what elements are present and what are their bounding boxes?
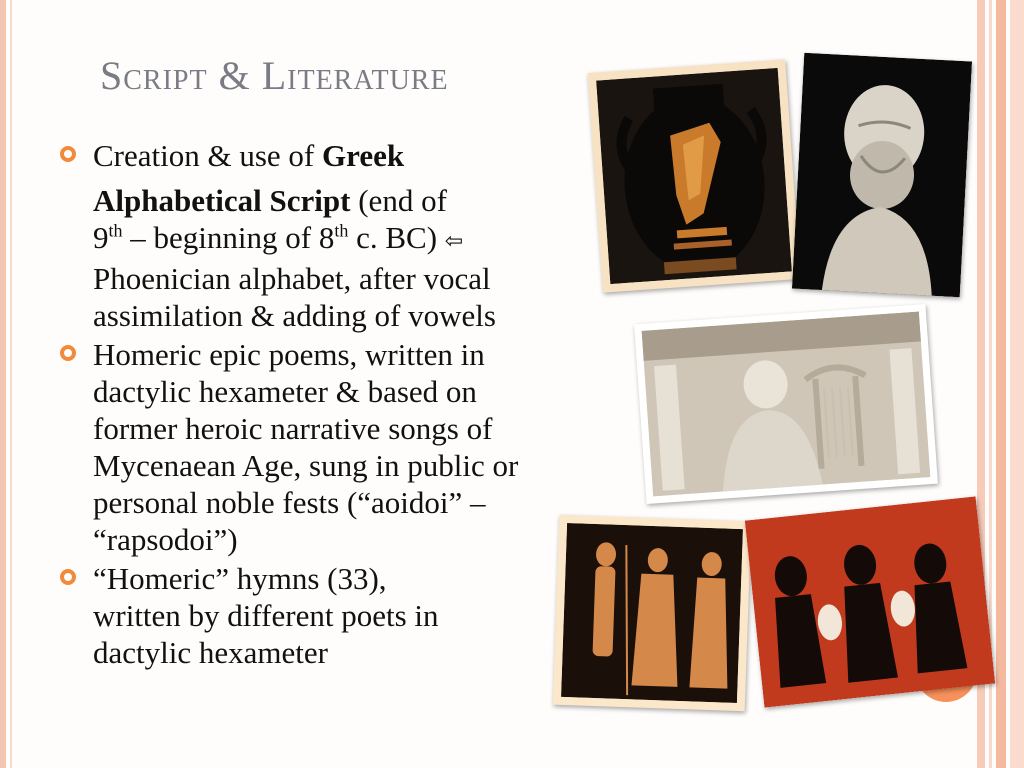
bullet-1-text-c: c. BC) — [348, 220, 445, 255]
bullet-1-text-b: – beginning of 8 — [122, 220, 335, 255]
red-figure-vase-image — [553, 515, 752, 712]
bullet-1-nine: 9 — [93, 220, 109, 255]
bullet-3-line-3: dactylic hexameter — [93, 635, 328, 670]
ring-bullet-icon — [60, 146, 76, 162]
bullet-1-bold-script: Alphabetical Script — [93, 183, 351, 218]
warriors-illustration — [745, 496, 995, 707]
bullet-item-homeric-hymns — [60, 560, 630, 671]
bullet-1-line-4: Phoenician alphabet, after vocal — [93, 261, 491, 296]
bullet-1-line-1 — [93, 137, 630, 174]
lyre-relief-illustration — [642, 312, 931, 497]
left-border-inner-decoration — [10, 0, 12, 768]
bullet-2-line-2: dactylic hexameter & based on — [93, 374, 477, 409]
bullet-1-sup-2: th — [334, 220, 349, 241]
bullet-2-line-4: Mycenaean Age, sung in public or — [93, 448, 519, 483]
black-figure-warriors-image — [745, 496, 995, 707]
ring-bullet-icon — [60, 569, 76, 585]
line-gap — [93, 174, 630, 182]
left-border-decoration — [0, 0, 6, 768]
bullet-item-greek-script — [60, 137, 630, 334]
bullet-item-homeric-epics — [60, 336, 630, 558]
left-arrow-icon: ⇦ — [444, 229, 464, 254]
black-figure-amphora-image — [588, 59, 801, 292]
right-stripe-3 — [996, 0, 1006, 768]
right-stripe-4 — [1010, 0, 1024, 768]
bullet-1-line-5: assimilation & adding of vowels — [93, 298, 496, 333]
bullet-1-line-3 — [93, 219, 630, 260]
bullet-1-prefix: Creation & use of — [93, 138, 323, 173]
bullet-2-line-1: Homeric epic poems, written in — [93, 337, 485, 372]
bullet-1-text-a: (end of — [350, 183, 447, 218]
bullet-1-bold-greek: Greek — [322, 138, 405, 173]
bullet-list — [60, 137, 630, 671]
bullet-1-line-2 — [93, 182, 630, 219]
bullet-2-line-6: “rapsodoi”) — [93, 522, 238, 557]
red-figure-illustration — [561, 523, 743, 703]
bullet-1-sup-1: th — [108, 220, 123, 241]
homer-bust-image — [792, 53, 972, 297]
bullet-2-line-3: former heroic narrative songs of — [93, 411, 493, 446]
bullet-3-line-2: written by different poets in — [93, 598, 439, 633]
ring-bullet-icon — [60, 345, 76, 361]
homer-bust-illustration — [792, 53, 972, 297]
bullet-3-line-1: “Homeric” hymns (33), — [93, 561, 387, 596]
bullet-2-line-5: personal noble fests (“aoidoi” – — [93, 485, 486, 520]
lyre-player-relief-image — [634, 304, 938, 504]
amphora-illustration — [596, 68, 792, 284]
slide-title: Script & Literature — [100, 53, 449, 98]
